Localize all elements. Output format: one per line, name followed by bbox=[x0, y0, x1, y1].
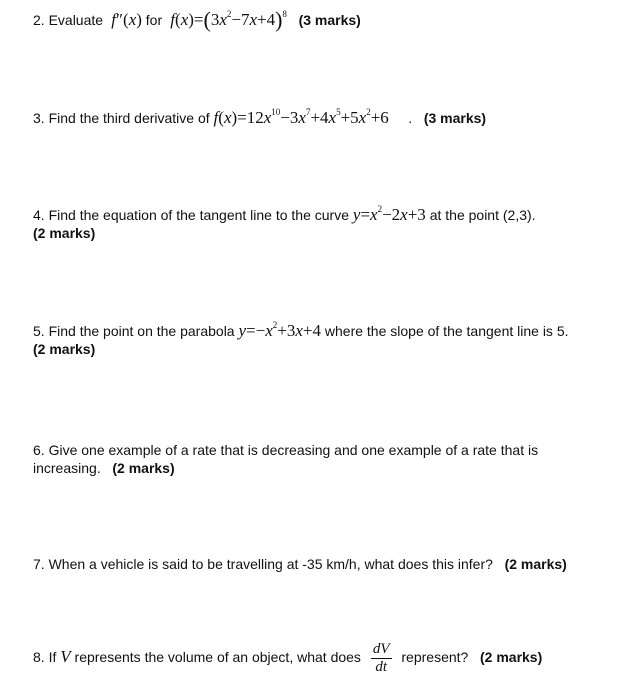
q2-marks: (3 marks) bbox=[298, 12, 361, 28]
q8-denominator: dt bbox=[375, 659, 387, 675]
q2-expr-function: $f(x)=(3x^2-7x+4)^8$ bbox=[170, 7, 287, 32]
q8-fraction bbox=[371, 641, 392, 676]
q3-separator: . bbox=[408, 110, 413, 126]
question-5 bbox=[33, 322, 569, 358]
question-7 bbox=[33, 555, 567, 573]
question-3 bbox=[33, 109, 486, 127]
q6-line-2: increasing. bbox=[33, 460, 101, 476]
question-6 bbox=[33, 441, 538, 477]
question-8 bbox=[33, 641, 542, 676]
q8-numerator: dV bbox=[372, 641, 390, 657]
q2-expr-second-derivative: f″(x) bbox=[111, 10, 142, 29]
q8-rest: represent? bbox=[401, 649, 469, 666]
q4-point: at the point (2,3). bbox=[429, 207, 536, 223]
q8-mid: represents the volume of an object, what does bbox=[74, 649, 361, 666]
q7-prompt: 7. When a vehicle is said to be travelling at -35 km/h, what does this infer? bbox=[33, 556, 493, 572]
q6-line-1: 6. Give one example of a rate that is decreasing and one example of a rate that is bbox=[33, 442, 539, 458]
q4-marks: (2 marks) bbox=[33, 225, 96, 241]
q5-rest: where the slope of the tangent line is 5. bbox=[324, 323, 569, 339]
q5-expr-parabola: $y=-x^2+3x+4$ bbox=[238, 320, 321, 340]
q8-marks: (2 marks) bbox=[480, 649, 543, 666]
q4-prompt: 4. Find the equation of the tangent line to the curve bbox=[33, 207, 349, 223]
q2-for: for bbox=[145, 12, 163, 28]
question-4 bbox=[33, 206, 536, 242]
q7-marks: (2 marks) bbox=[504, 556, 567, 572]
q4-expr-curve: $y=x^2-2x+3$ bbox=[352, 204, 426, 224]
q3-marks: (3 marks) bbox=[423, 110, 487, 126]
q2-prompt: 2. Evaluate bbox=[33, 12, 104, 28]
q3-expr-function: $f(x)=12x^{10}-3x^7+4x^5+5x^2+6$ bbox=[213, 107, 389, 127]
q5-marks: (2 marks) bbox=[33, 341, 96, 357]
q6-marks: (2 marks) bbox=[112, 460, 175, 476]
q3-prompt: 3. Find the third derivative of bbox=[33, 110, 210, 126]
q8-prompt: 8. If bbox=[33, 649, 57, 666]
question-2 bbox=[33, 7, 361, 32]
q8-var: V bbox=[60, 647, 71, 667]
q5-prompt: 5. Find the point on the parabola bbox=[33, 323, 235, 339]
